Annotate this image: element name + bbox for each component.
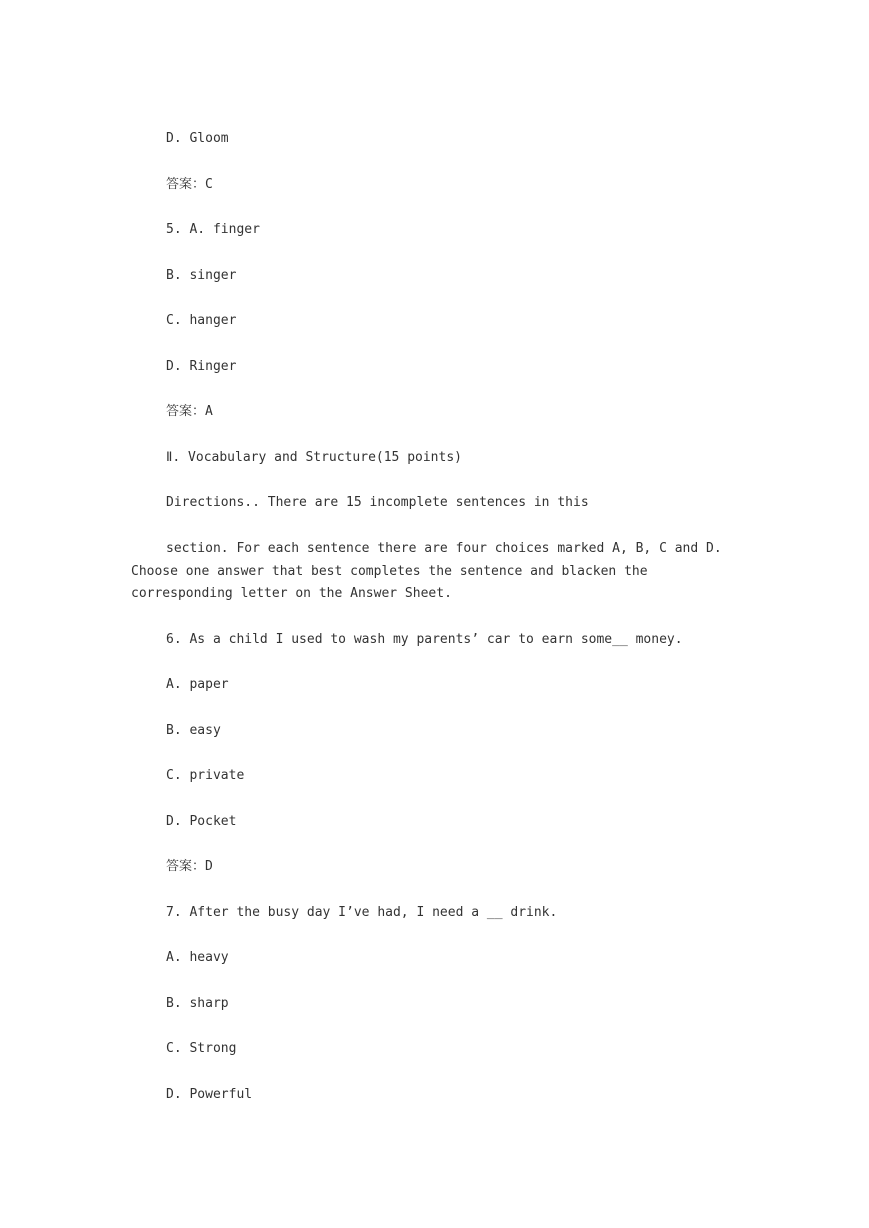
option-7a: A. heavy <box>166 950 229 965</box>
question-5-option-a: 5. A. finger <box>166 222 260 237</box>
option-6b: B. easy <box>166 723 221 738</box>
section-heading: Ⅱ. Vocabulary and Structure(15 points) <box>166 450 462 465</box>
directions-paragraph: section. For each sentence there are four choices marked A, B, C and D. Choose one answer that best completes the sentence and blacken the corresponding letter on the Answer Sheet. <box>131 541 722 601</box>
option-6a: A. paper <box>166 677 229 692</box>
answer-6: 答案：D <box>166 859 213 874</box>
option-5c: C. hanger <box>166 313 237 328</box>
question-6: 6. As a child I used to wash my parents’ car to earn some__ money. <box>166 632 683 647</box>
question-7: 7. After the busy day I’ve had, I need a __ drink. <box>166 905 558 920</box>
option-5d: D. Ringer <box>166 359 237 374</box>
answer-5: 答案：A <box>166 404 213 419</box>
option-7d: D. Powerful <box>166 1087 253 1102</box>
option-6d: D. Pocket <box>166 814 237 829</box>
option-7b: B. sharp <box>166 996 229 1011</box>
option-5b: B. singer <box>166 268 237 283</box>
directions-line: Directions.. There are 15 incomplete sentences in this <box>166 495 589 510</box>
answer-4: 答案：C <box>166 177 213 192</box>
option-7c: C. Strong <box>166 1041 237 1056</box>
option-4d: D. Gloom <box>166 131 229 146</box>
option-6c: C. private <box>166 768 245 783</box>
